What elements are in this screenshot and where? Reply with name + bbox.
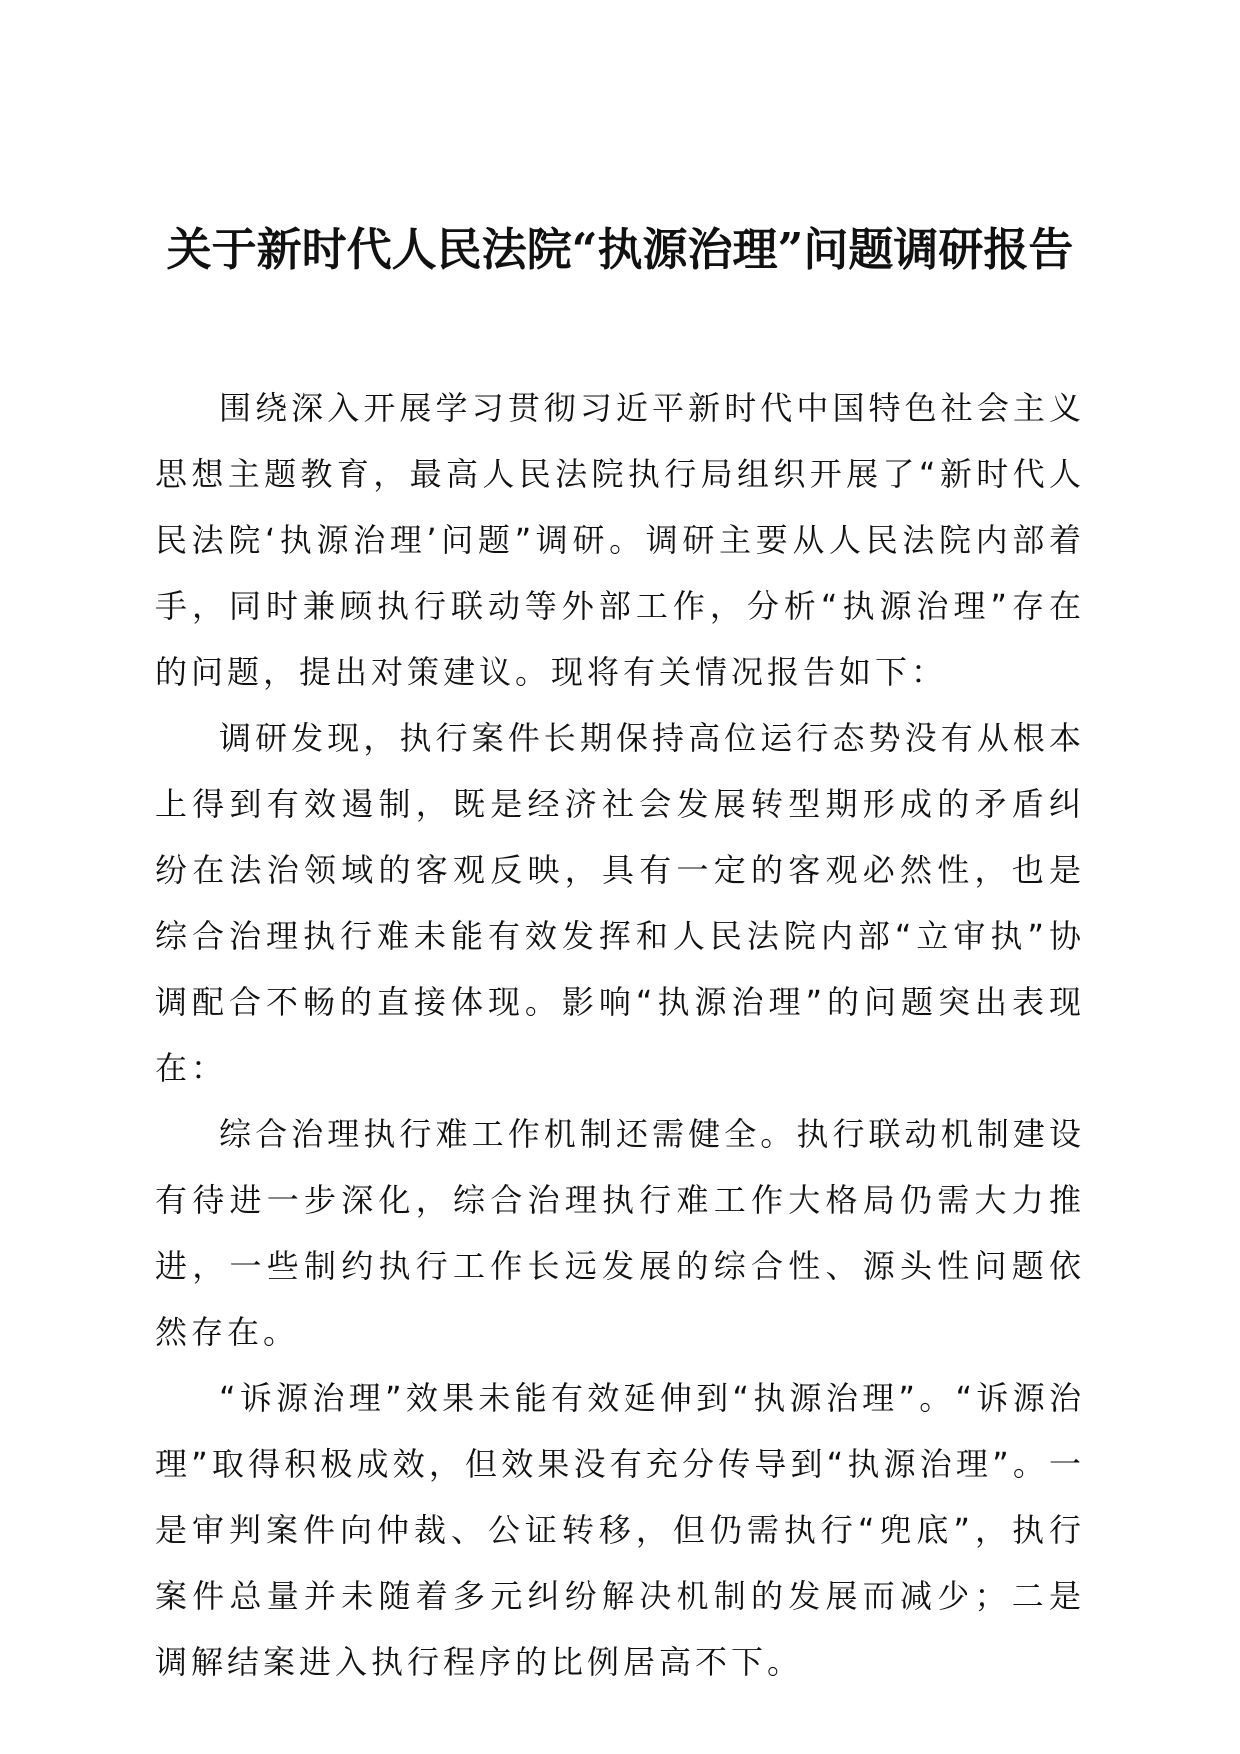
document-body [155, 375, 1085, 1695]
paragraph-source-governance: “诉源治理”效果未能有效延伸到“执源治理”。“诉源治理”取得积极成效，但效果没有充分传导到“执源治理”。一是审判案件向仲裁、公证转移，但仍需执行“兜底”，执行案件总量并未随着多元纠纷解决机制的发展而减少；二是调解结案进入执行程序的比例居高不下。 [155, 1379, 1085, 1681]
paragraph-intro: 围绕深入开展学习贯彻习近平新时代中国特色社会主义思想主题教育，最高人民法院执行局组织开展了“新时代人民法院‘执源治理’问题”调研。调研主要从人民法院内部着手，同时兼顾执行联动等外部工作，分析“执源治理”存在的问题，提出对策建议。现将有关情况报告如下： [155, 389, 1085, 691]
document-title: 关于新时代人民法院“执源治理”问题调研报告 [166, 223, 1074, 276]
paragraph-findings: 调研发现，执行案件长期保持高位运行态势没有从根本上得到有效遏制，既是经济社会发展转型期形成的矛盾纠纷在法治领域的客观反映，具有一定的客观必然性，也是综合治理执行难未能有效发挥和人民法院内部“立审执”协调配合不畅的直接体现。影响“执源治理”的问题突出表现在： [155, 719, 1085, 1087]
paragraph-mechanism: 综合治理执行难工作机制还需健全。执行联动机制建设有待进一步深化，综合治理执行难工作大格局仍需大力推进，一些制约执行工作长远发展的综合性、源头性问题依然存在。 [155, 1115, 1085, 1351]
